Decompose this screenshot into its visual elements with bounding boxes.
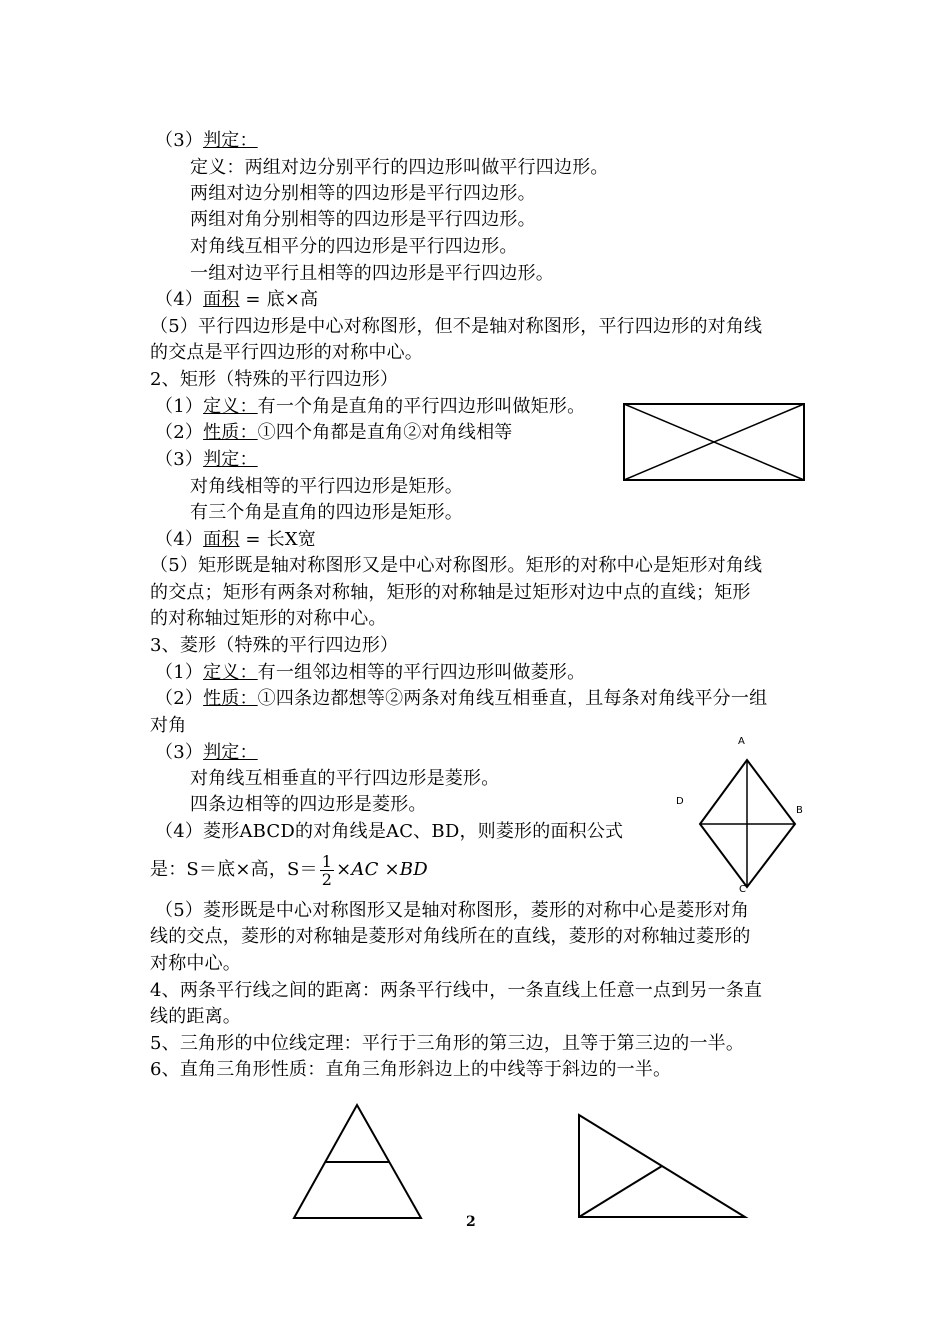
text-line: 有三个角是直角的四边形是矩形。: [190, 502, 463, 523]
area-formula: 是：S＝底×高，S＝ $\frac{1}{2}$ ×AC ×BD: [150, 851, 428, 889]
rhombus-diagram: [670, 730, 810, 895]
text-line: 对角线相等的平行四边形是矩形。: [190, 476, 463, 497]
text-line: 的交点；矩形有两条对称轴，矩形的对称轴是过矩形对边中点的直线；矩形: [150, 582, 751, 603]
text-line: 对角线互相垂直的平行四边形是菱形。: [190, 768, 500, 789]
right-triangle-median-diagram: [574, 1110, 750, 1222]
text-line: 5、三角形的中位线定理：平行于三角形的第三边，且等于第三边的一半。: [150, 1033, 745, 1054]
triangle-midline-diagram: [290, 1100, 425, 1222]
vertex-label-a: A: [738, 736, 745, 747]
page-number: 2: [466, 1214, 476, 1230]
text-line: （5）平行四边形是中心对称图形，但不是轴对称图形，平行四边形的对角线: [150, 316, 763, 337]
text-line: 定义：两组对边分别平行的四边形叫做平行四边形。: [190, 157, 609, 178]
text-line: 四条边相等的四边形是菱形。: [190, 794, 427, 815]
text-line: （4）面积 = 长X宽: [155, 529, 317, 550]
text-line: （1）定义：有一组邻边相等的平行四边形叫做菱形。: [155, 662, 586, 683]
rectangle-diagram: [620, 400, 810, 485]
text-line: 一组对边平行且相等的四边形是平行四边形。: [190, 263, 554, 284]
text-line: （5）菱形既是中心对称图形又是轴对称图形，菱形的对称中心是菱形对角: [155, 900, 750, 921]
text-line: 的对称轴过矩形的对称中心。: [150, 608, 387, 629]
section-3-judgement-heading: （3）判定：: [155, 130, 258, 151]
text-line: 对角: [150, 715, 187, 736]
text-line: （5）矩形既是轴对称图形又是中心对称图形。矩形的对称中心是矩形对角线: [150, 555, 763, 576]
text-line: 两组对角分别相等的四边形是平行四边形。: [190, 209, 536, 230]
vertex-label-c: C: [739, 884, 746, 895]
text-line: 6、直角三角形性质：直角三角形斜边上的中线等于斜边的一半。: [150, 1059, 672, 1080]
text-line: 两组对边分别相等的四边形是平行四边形。: [190, 183, 536, 204]
text-line: 对称中心。: [150, 953, 241, 974]
text-line: （4）菱形ABCD的对角线是AC、BD，则菱形的面积公式: [155, 821, 624, 842]
vertex-label-b: B: [796, 805, 803, 816]
fraction-one-half: $\frac{1}{2}$: [321, 851, 333, 889]
text-line: （1）定义：有一个角是直角的平行四边形叫做矩形。: [155, 396, 586, 417]
text-line: 4、两条平行线之间的距离：两条平行线中，一条直线上任意一点到另一条直: [150, 980, 763, 1001]
text-line: 线的距离。: [150, 1006, 241, 1027]
area-line: （4）面积 = 底×高: [155, 289, 319, 310]
text-line: 的交点是平行四边形的对称中心。: [150, 342, 423, 363]
text-line: （2）性质：①四条边都想等②两条对角线互相垂直，且每条对角线平分一组: [155, 688, 768, 709]
text-line: 线的交点，菱形的对称轴是菱形对角线所在的直线，菱形的对称轴过菱形的: [150, 926, 751, 947]
text-line: （3）判定：: [155, 449, 258, 470]
rectangle-heading: 2、矩形（特殊的平行四边形）: [150, 369, 399, 390]
text-line: （2）性质：①四个角都是直角②对角线相等: [155, 422, 513, 443]
text-line: （3）判定：: [155, 742, 258, 763]
rhombus-heading: 3、菱形（特殊的平行四边形）: [150, 635, 399, 656]
text-line: 对角线互相平分的四边形是平行四边形。: [190, 236, 518, 257]
vertex-label-d: D: [676, 796, 684, 807]
